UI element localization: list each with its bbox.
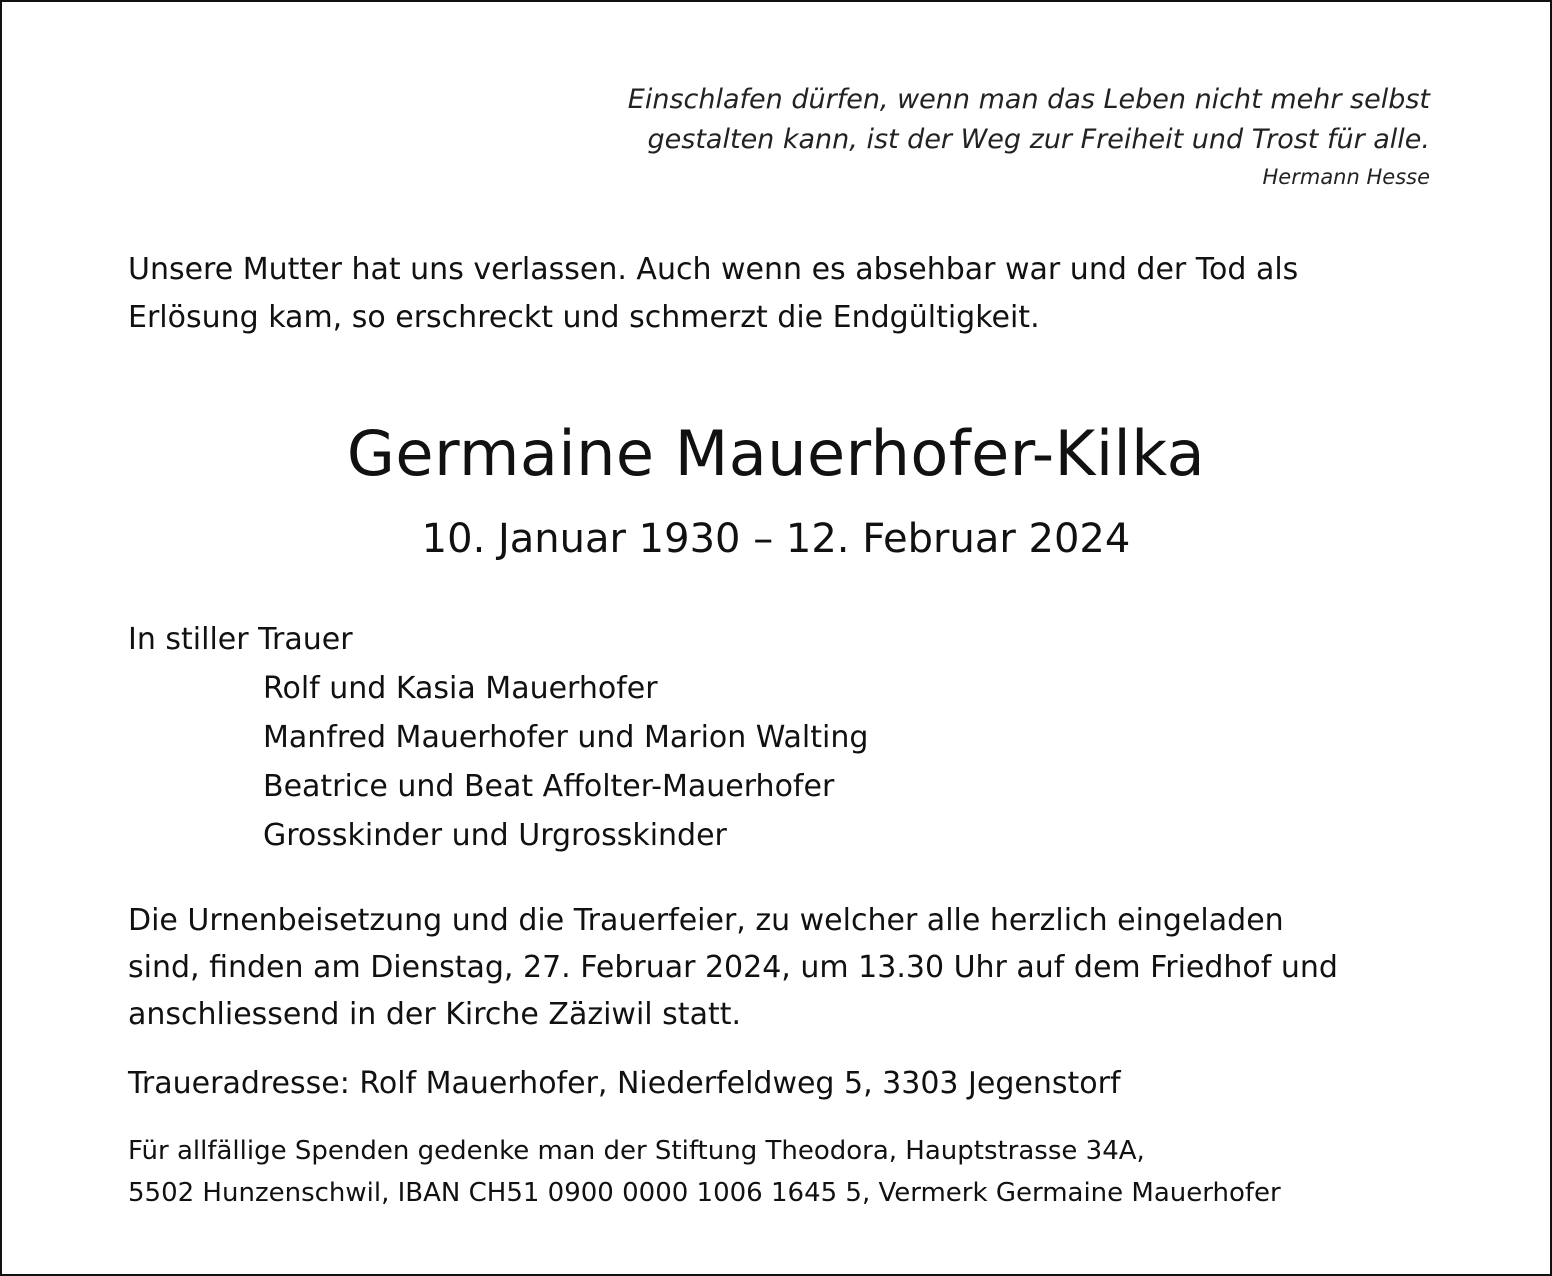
donation-paragraph <box>128 1130 1281 1214</box>
mourning-address: Traueradresse: Rolf Mauerhofer, Niederfeldweg 5, 3303 Jegenstorf <box>128 1066 1121 1101</box>
intro-paragraph <box>128 246 1298 342</box>
donation-line: 5502 Hunzenschwil, IBAN CH51 0900 0000 1006 1645 5, Vermerk Germaine Mauerhofer <box>128 1178 1281 1208</box>
mourner-entry: Beatrice und Beat Affolter-Mauerhofer <box>263 769 835 804</box>
ceremony-line: Die Urnenbeisetzung und die Trauerfeier, zu welcher alle herzlich eingeladen <box>128 903 1284 938</box>
mourner-entry: Rolf und Kasia Mauerhofer <box>263 671 658 706</box>
intro-line: Unsere Mutter hat uns verlassen. Auch wenn es absehbar war und der Tod als <box>128 252 1299 287</box>
life-dates: 10. Januar 1930 – 12. Februar 2024 <box>421 516 1131 562</box>
epigraph-quote <box>628 80 1430 192</box>
mourner-entry: Grosskinder und Urgrosskinder <box>263 818 727 853</box>
quote-line: Einschlafen dürfen, wenn man das Leben nicht mehr selbst <box>627 84 1430 115</box>
ceremony-line: anschliessend in der Kirche Zäziwil statt. <box>128 997 742 1032</box>
ceremony-paragraph <box>128 897 1428 1038</box>
deceased-name: Germaine Mauerhofer-Kilka <box>346 417 1206 490</box>
quote-line: gestalten kann, ist der Weg zur Freiheit und Trost für alle. <box>647 124 1430 155</box>
mourner-entry: Manfred Mauerhofer und Marion Walting <box>263 720 869 755</box>
quote-author: Hermann Hesse <box>1262 165 1430 189</box>
intro-line: Erlösung kam, so erschreckt und schmerzt die Endgültigkeit. <box>128 300 1040 335</box>
ceremony-line: sind, finden am Dienstag, 27. Februar 2024, um 13.30 Uhr auf dem Friedhof und <box>128 950 1338 985</box>
mourning-label: In stiller Trauer <box>128 622 353 657</box>
donation-line: Für allfällige Spenden gedenke man der Stiftung Theodora, Hauptstrasse 34A, <box>128 1136 1145 1166</box>
mourners-list <box>263 664 868 860</box>
